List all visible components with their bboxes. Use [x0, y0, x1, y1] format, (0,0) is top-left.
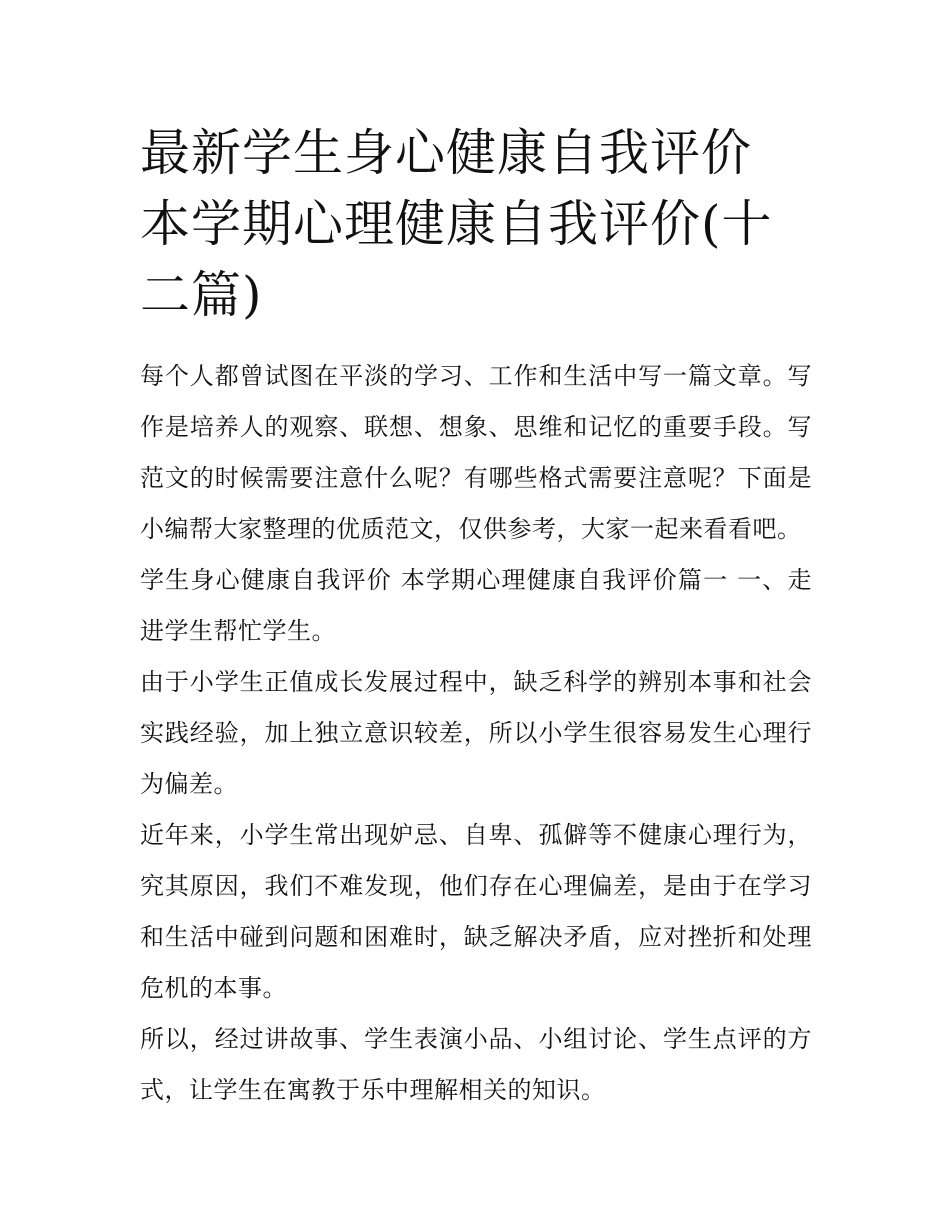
document-content [140, 118, 812, 1116]
section-heading-paragraph: 学生身心健康自我评价 本学期心理健康自我评价篇一 一、走进学生帮忙学生。 [140, 566, 812, 645]
document-title: 最新学生身心健康自我评价 本学期心理健康自我评价(十二篇) [140, 124, 773, 324]
document-body [140, 351, 812, 1116]
body-paragraph: 由于小学生正值成长发展过程中，缺乏科学的辨别本事和社会实践经验，加上独立意识较差，所以小学生很容易发生心理行为偏差。 [140, 668, 812, 798]
body-paragraph: 所以，经过讲故事、学生表演小品、小组讨论、学生点评的方式，让学生在寓教于乐中理解相关的知识。 [140, 1025, 812, 1104]
body-paragraph: 近年来，小学生常出现妒忌、自卑、孤僻等不健康心理行为，究其原因，我们不难发现，他们存在心理偏差，是由于在学习和生活中碰到问题和困难时，缺乏解决矛盾，应对挫折和处理危机的本事。 [140, 821, 812, 1002]
intro-paragraph: 每个人都曾试图在平淡的学习、工作和生活中写一篇文章。写作是培养人的观察、联想、想象、思维和记忆的重要手段。写范文的时候需要注意什么呢？有哪些格式需要注意呢？下面是小编帮大家整理的优质范文，仅供参考，大家一起来看看吧。 [140, 362, 812, 543]
